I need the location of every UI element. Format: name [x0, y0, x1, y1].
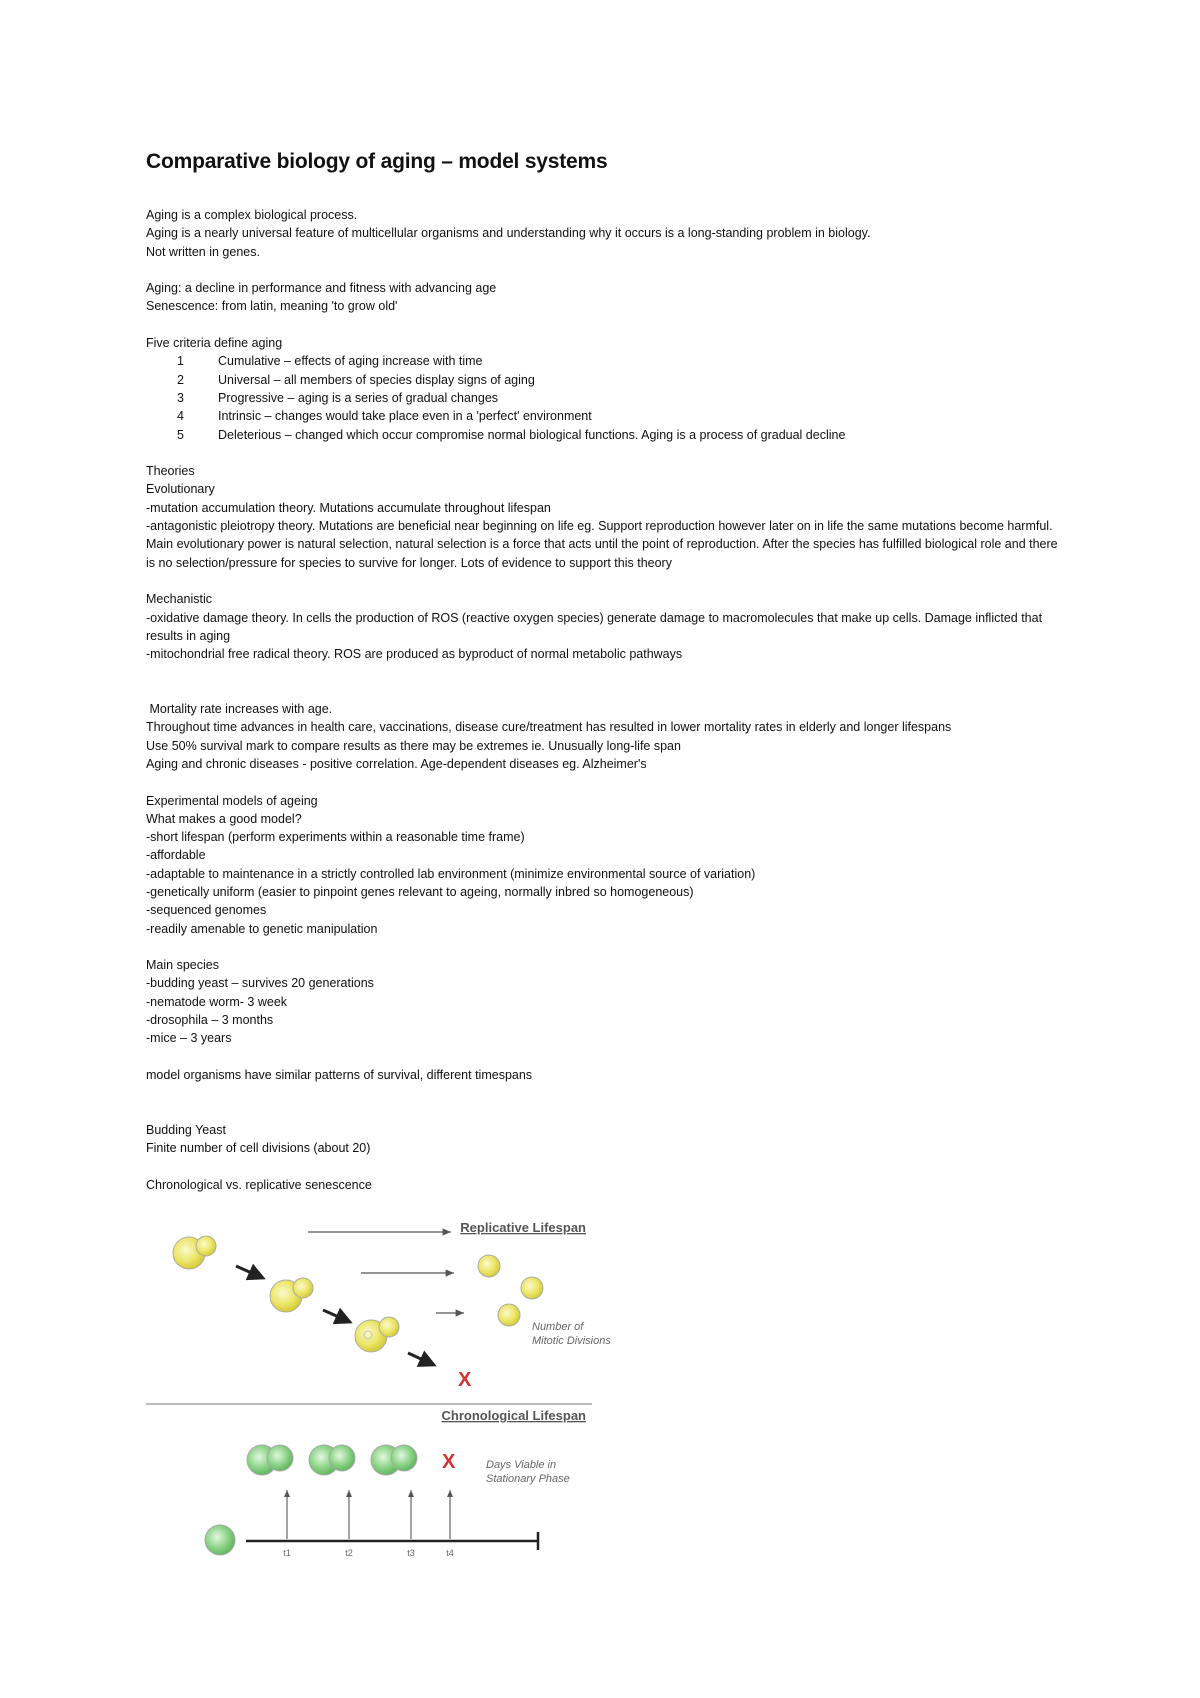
mortality-line: Throughout time advances in health care, vaccinations, disease cure/treatment has resulted in lower mortality rates in elderly and longer lifespans [146, 720, 952, 735]
models-question: What makes a good model? [146, 811, 302, 826]
yeast-comparison: Chronological vs. replicative senescence [146, 1177, 372, 1192]
criteria-item [146, 371, 1066, 389]
intro-line: Aging is a nearly universal feature of multicellular organisms and understanding why it occurs is a long-standing problem in biology. [146, 226, 871, 241]
criteria-item [146, 426, 1066, 444]
mortality-line: Aging and chronic diseases - positive correlation. Age-dependent diseases eg. Alzheimer's [146, 756, 647, 771]
yeast-mother-cell-3 [355, 1317, 399, 1352]
models-item: -affordable [146, 848, 206, 863]
criteria-text: Intrinsic – changes would take place even in a 'perfect' environment [218, 409, 592, 424]
aging-arrow [236, 1266, 263, 1278]
lifespan-diagram [146, 1218, 646, 1558]
criteria-item [146, 407, 1066, 425]
criteria-text: Cumulative – effects of aging increase with time [218, 354, 483, 369]
criteria-heading: Five criteria define aging [146, 336, 283, 351]
theories-heading: Theories [146, 464, 195, 479]
theory-item: -antagonistic pleiotropy theory. Mutations are beneficial near beginning on life eg. Support reproduction however later on in life the same mutations become harmful. Main evolutionary power is natural selection, natural selection is a force that acts until the point of reproduction. After the species has fulfilled biological role and there is no selection/pressure for species to survive for longer. Lots of evidence to support this theory [146, 519, 1058, 570]
stationary-cell-3 [371, 1445, 417, 1475]
theory-item: -oxidative damage theory. In cells the production of ROS (reactive oxygen species) generate damage to macromolecules that make up cells. Damage inflicted that results in aging [146, 610, 1043, 643]
criteria-text: Universal – all members of species display signs of aging [218, 372, 535, 387]
models-item: -adaptable to maintenance in a strictly controlled lab environment (minimize environmental source of variation) [146, 866, 756, 881]
criteria-number: 1 [177, 354, 184, 369]
criteria-number: 5 [177, 427, 184, 442]
daughter-cell [498, 1304, 520, 1326]
species-item: -budding yeast – survives 20 generations [146, 976, 374, 991]
page-title: Comparative biology of aging – model systems [146, 150, 608, 173]
mortality-line: Use 50% survival mark to compare results as there may be extremes ie. Unusually long-life span [146, 738, 681, 753]
chronological-caption: Days Viable in [486, 1459, 557, 1471]
aging-arrow [323, 1310, 350, 1322]
chronological-title: Chronological Lifespan [441, 1408, 586, 1423]
models-item: -sequenced genomes [146, 903, 267, 918]
replicative-caption: Number of [532, 1321, 584, 1333]
criteria-item [146, 352, 1066, 370]
replicative-caption: Mitotic Divisions [532, 1335, 611, 1347]
criteria-item [146, 389, 1066, 407]
chronological-caption: Stationary Phase [486, 1473, 570, 1485]
theory-item: -mutation accumulation theory. Mutations accumulate throughout lifespan [146, 500, 551, 515]
time-label: t4 [446, 1548, 454, 1558]
time-label: t1 [283, 1548, 291, 1558]
models-item: -genetically uniform (easier to pinpoint genes relevant to ageing, normally inbred so homogeneous) [146, 884, 694, 899]
models-item: -readily amenable to genetic manipulation [146, 921, 378, 936]
definition-aging: Aging: a decline in performance and fitness with advancing age [146, 281, 497, 296]
models-heading: Experimental models of ageing [146, 793, 318, 808]
criteria-number: 4 [177, 409, 184, 424]
criteria-text: Progressive – aging is a series of gradual changes [218, 390, 499, 405]
mechanistic-heading: Mechanistic [146, 592, 212, 607]
yeast-heading: Budding Yeast [146, 1122, 226, 1137]
models-item: -short lifespan (perform experiments within a reasonable time frame) [146, 830, 525, 845]
initial-cell [205, 1525, 235, 1555]
daughter-cell [521, 1277, 543, 1299]
species-note: model organisms have similar patterns of survival, different timespans [146, 1067, 533, 1082]
intro-line: Aging is a complex biological process. [146, 208, 358, 222]
lifespan-figure [146, 1218, 646, 1558]
criteria-number: 3 [177, 390, 184, 405]
species-item: -drosophila – 3 months [146, 1013, 274, 1028]
theory-item: -mitochondrial free radical theory. ROS are produced as byproduct of normal metabolic pathways [146, 647, 683, 662]
replicative-dead-mark: X [458, 1369, 472, 1391]
document-body [146, 206, 1066, 1194]
yeast-text: Finite number of cell divisions (about 20) [146, 1141, 371, 1156]
intro-line: Not written in genes. [146, 244, 260, 259]
chronological-dead-mark: X [442, 1451, 456, 1473]
stationary-cell-1 [247, 1445, 293, 1475]
yeast-mother-cell-1 [173, 1236, 216, 1269]
time-label: t2 [345, 1548, 353, 1558]
species-item: -mice – 3 years [146, 1031, 232, 1046]
species-heading: Main species [146, 958, 219, 973]
mortality-line: Mortality rate increases with age. [146, 702, 333, 717]
stationary-cell-2 [309, 1445, 355, 1475]
replicative-title: Replicative Lifespan [460, 1220, 586, 1235]
daughter-cell [478, 1255, 500, 1277]
definition-senescence: Senescence: from latin, meaning 'to grow old' [146, 299, 398, 314]
yeast-mother-cell-2 [270, 1278, 313, 1312]
evolutionary-heading: Evolutionary [146, 482, 215, 497]
criteria-number: 2 [177, 372, 184, 387]
time-label: t3 [407, 1548, 415, 1558]
criteria-text: Deleterious – changed which occur compromise normal biological functions. Aging is a process of gradual decline [218, 427, 846, 442]
species-item: -nematode worm- 3 week [146, 994, 288, 1009]
aging-arrow [408, 1353, 434, 1365]
